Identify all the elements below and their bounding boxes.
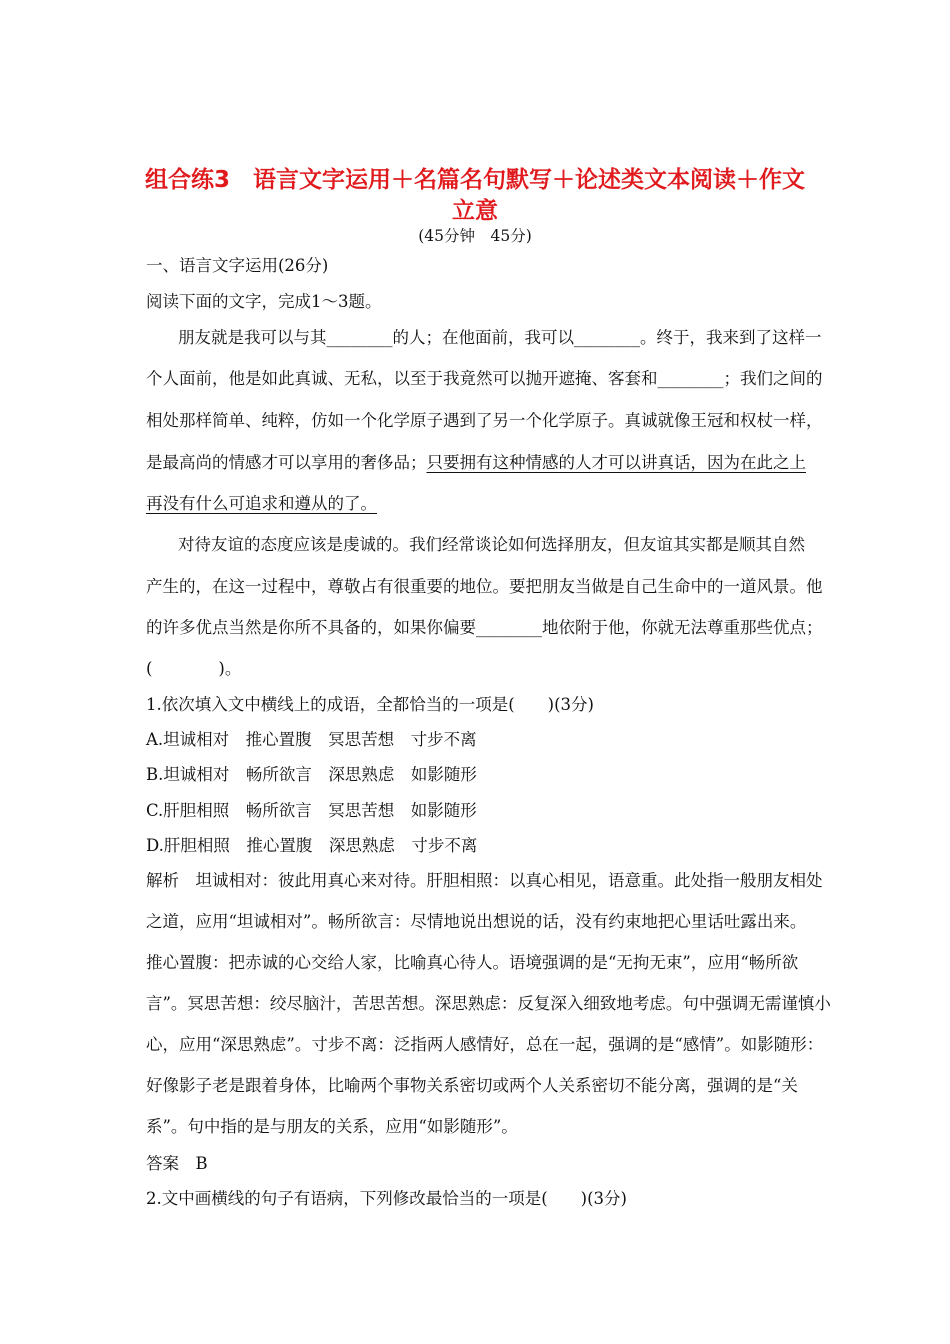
passage-p2-line-1: 对待友谊的态度应该是虔诚的。我们经常谈论如何选择朋友，但友谊其实都是顺其自然 xyxy=(178,535,805,554)
passage-p2-line-2: 产生的，在这一过程中，尊敬占有很重要的地位。要把朋友当做是自己生命中的一道风景。他 xyxy=(146,577,823,596)
passage-p2-line-3: 的许多优点当然是你所不具备的，如果你偏要________地依附于他，你就无法尊重那些优点； xyxy=(146,618,823,637)
question-1-option-d: D.肝胆相照 推心置腹 深思熟虑 寸步不离 xyxy=(146,836,478,855)
passage-p1-line-4 xyxy=(146,453,806,473)
page-title-line-2: 立意 xyxy=(452,198,498,224)
passage-p1-line-4-plain: 是最高尚的情感才可以享用的奢侈品； xyxy=(146,453,427,472)
reading-instruction: 阅读下面的文字，完成1～3题。 xyxy=(146,292,382,311)
passage-p1-line-3: 相处那样简单、纯粹，仿如一个化学原子遇到了另一个化学原子。真诚就像王冠和权杖一样， xyxy=(146,411,823,430)
passage-p2-line-4: ( )。 xyxy=(146,659,242,678)
passage-p1-line-2: 个人面前，他是如此真诚、无私，以至于我竟然可以抛开遮掩、客套和________；我们之间的 xyxy=(146,369,823,388)
passage-p1-line-1: 朋友就是我可以与其________的人；在他面前，我可以________。终于，我来到了这样一 xyxy=(178,328,822,347)
question-1-answer: 答案 B xyxy=(146,1154,208,1173)
page-title-line-1: 组合练3 语言文字运用＋名篇名句默写＋论述类文本阅读＋作文 xyxy=(144,167,805,193)
time-score-subtitle: (45分钟 45分) xyxy=(418,227,532,245)
question-1-stem: 1.依次填入文中横线上的成语，全都恰当的一项是( )(3分) xyxy=(146,695,594,714)
question-1-analysis-line-3: 推心置腹：把赤诚的心交给人家，比喻真心待人。语境强调的是“无拘无束”，应用“畅所欲 xyxy=(146,953,799,972)
underlined-sentence-part-1: 只要拥有这种情感的人才可以讲真话，因为在此之上 xyxy=(426,453,806,472)
question-1-option-c: C.肝胆相照 畅所欲言 冥思苦想 如影随形 xyxy=(146,801,477,820)
underlined-sentence-part-2: 再没有什么可追求和遵从的了。 xyxy=(146,494,377,513)
question-2-stem: 2.文中画横线的句子有语病，下列修改最恰当的一项是( )(3分) xyxy=(146,1189,627,1208)
question-1-analysis-line-1: 解析 坦诚相对：彼此用真心来对待。肝胆相照：以真心相见，语意重。此处指一般朋友相处 xyxy=(146,871,823,890)
question-1-option-a: A.坦诚相对 推心置腹 冥思苦想 寸步不离 xyxy=(146,730,477,749)
question-1-analysis-line-7: 系”。句中指的是与朋友的关系，应用“如影随形”。 xyxy=(146,1117,518,1136)
section-heading: 一、语言文字运用(26分) xyxy=(146,256,329,275)
question-1-option-b: B.坦诚相对 畅所欲言 深思熟虑 如影随形 xyxy=(146,765,477,784)
question-1-analysis-line-5: 心，应用“深思熟虑”。寸步不离：泛指两人感情好，总在一起，强调的是“感情”。如影随形： xyxy=(146,1035,824,1054)
question-1-analysis-line-4: 言”。冥思苦想：绞尽脑汁，苦思苦想。深思熟虑：反复深入细致地考虑。句中强调无需谨慎小 xyxy=(146,994,831,1013)
question-1-analysis-line-6: 好像影子老是跟着身体，比喻两个事物关系密切或两个人关系密切不能分离，强调的是“关 xyxy=(146,1076,798,1095)
question-1-analysis-line-2: 之道，应用“坦诚相对”。畅所欲言：尽情地说出想说的话，没有约束地把心里话吐露出来。 xyxy=(146,912,807,931)
